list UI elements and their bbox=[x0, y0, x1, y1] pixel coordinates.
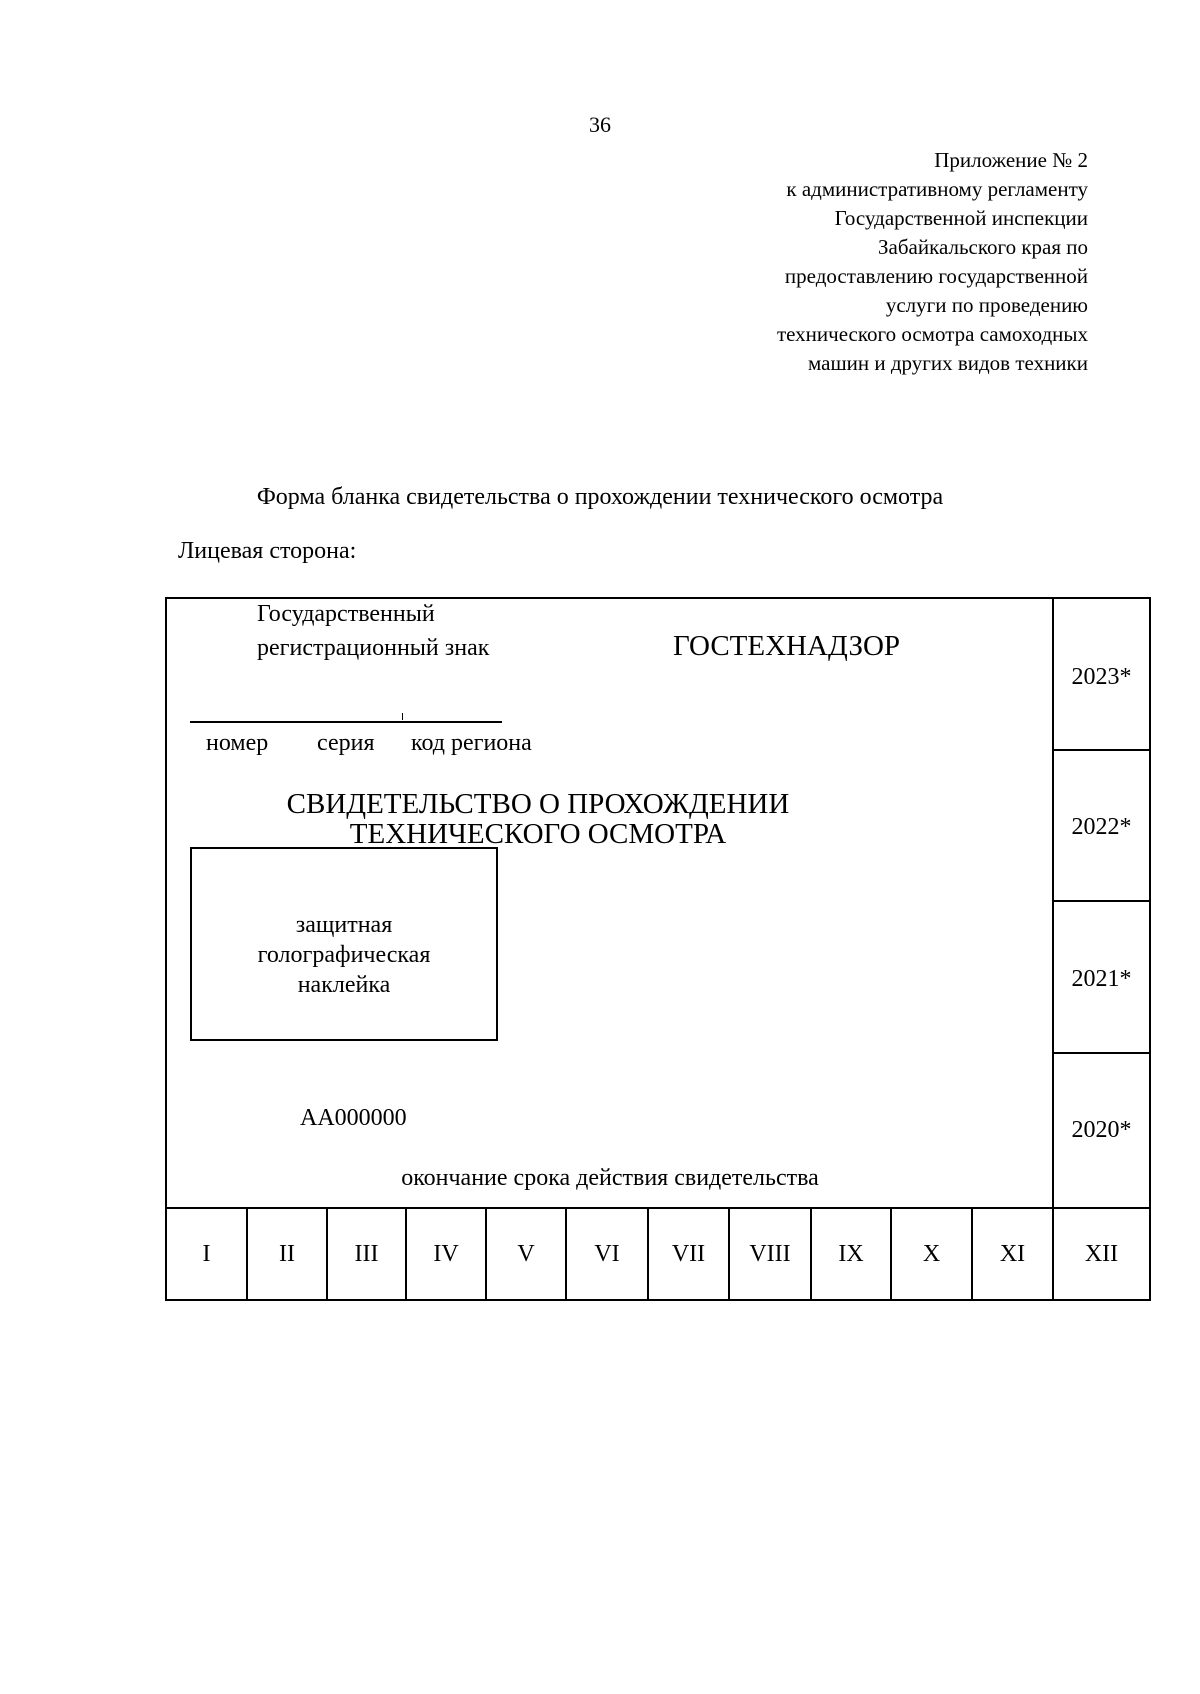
form-border-top bbox=[165, 597, 1151, 599]
month-cell: II bbox=[279, 1241, 295, 1267]
form-border-bottom bbox=[165, 1299, 1151, 1301]
hologram-text-line2: голографическая bbox=[257, 942, 431, 968]
page-number: 36 bbox=[589, 112, 611, 137]
form-border-right bbox=[1149, 597, 1151, 1301]
hologram-text-line1: защитная bbox=[295, 912, 393, 938]
month-cell: V bbox=[517, 1241, 535, 1267]
year-cell: 2022* bbox=[1071, 814, 1132, 840]
appendix-line: Государственной инспекции bbox=[834, 206, 1088, 230]
form-title: Форма бланка свидетельства о прохождении технического осмотра bbox=[256, 484, 944, 510]
plate-underline bbox=[190, 721, 502, 723]
month-cell: IV bbox=[433, 1241, 459, 1267]
number-label: номер bbox=[206, 730, 269, 756]
certificate-title-line2: ТЕХНИЧЕСКОГО ОСМОТРА bbox=[349, 818, 727, 850]
year-row-divider bbox=[1052, 1052, 1151, 1054]
appendix-line: технического осмотра самоходных bbox=[776, 322, 1088, 346]
year-row-divider bbox=[1052, 900, 1151, 902]
month-cell: IX bbox=[838, 1241, 864, 1267]
region-code-label: код региона bbox=[411, 730, 532, 756]
month-cell: VII bbox=[671, 1241, 706, 1267]
month-cell: XI bbox=[999, 1241, 1026, 1267]
agency-name: ГОСТЕХНАДЗОР bbox=[673, 630, 901, 662]
appendix-line: к административному регламенту bbox=[786, 177, 1088, 201]
month-cell: X bbox=[922, 1241, 941, 1267]
appendix-line: машин и других видов техники bbox=[807, 351, 1088, 375]
appendix-block bbox=[777, 146, 1088, 378]
year-cell: 2023* bbox=[1071, 664, 1132, 690]
serial-number: АА000000 bbox=[300, 1105, 407, 1131]
series-label: серия bbox=[317, 730, 375, 756]
expiry-label: окончание срока действия свидетельства bbox=[401, 1165, 819, 1191]
reg-sign-label-line1: Государственный bbox=[257, 601, 435, 627]
year-row-divider bbox=[1052, 749, 1151, 751]
year-cell: 2021* bbox=[1071, 966, 1132, 992]
year-column-divider bbox=[1052, 597, 1054, 1301]
hologram-text-line3: наклейка bbox=[297, 972, 391, 998]
month-cell: I bbox=[202, 1241, 211, 1267]
month-cell: VIII bbox=[749, 1241, 791, 1267]
month-cell: XII bbox=[1084, 1241, 1119, 1267]
appendix-line: предоставлению государственной bbox=[784, 264, 1088, 288]
appendix-line: услуги по проведению bbox=[885, 293, 1088, 317]
month-cell: III bbox=[354, 1241, 379, 1267]
month-cell: VI bbox=[594, 1241, 620, 1267]
appendix-line: Приложение № 2 bbox=[934, 148, 1088, 172]
year-cell: 2020* bbox=[1071, 1117, 1132, 1143]
months-row-divider bbox=[165, 1207, 1151, 1209]
certificate-title-line1: СВИДЕТЕЛЬСТВО О ПРОХОЖДЕНИИ bbox=[286, 788, 790, 820]
reg-sign-label-line2: регистрационный знак bbox=[257, 635, 490, 661]
side-label: Лицевая сторона: bbox=[178, 538, 357, 564]
plate-tick bbox=[402, 713, 403, 720]
form-border-left bbox=[165, 597, 167, 1301]
appendix-line: Забайкальского края по bbox=[878, 235, 1088, 259]
